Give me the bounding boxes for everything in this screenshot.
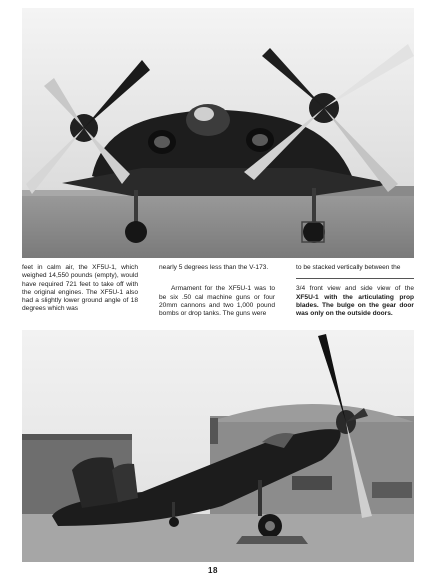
body-paragraph: to be stacked vertically between the bbox=[296, 264, 401, 271]
text-column-3 bbox=[296, 264, 414, 323]
aircraft-front-view-image bbox=[22, 8, 414, 258]
photo-caption bbox=[296, 285, 414, 318]
body-paragraph: Armament for the XF5U-1 was to be six .50 cal machine guns or four 20mm cannons and two 1,000 pound bombs or drop tanks. The guns were bbox=[159, 285, 275, 318]
aircraft-front-view-photo bbox=[22, 8, 414, 258]
text-column-2 bbox=[159, 264, 275, 323]
caption-divider bbox=[296, 278, 414, 279]
body-paragraph: feet in calm air, the XF5U-1, which weighed 14,550 pounds (empty), would have required 721 feet to take off with the original engines. The XF5U-1 also had a slightly lower ground angle of 18 degrees which was bbox=[22, 264, 138, 313]
aircraft-side-view-image bbox=[22, 330, 414, 562]
body-paragraph: nearly 5 degrees less than the V-173. bbox=[159, 264, 269, 271]
caption-bold-text: XF5U-1 with the articulating prop blades. The bulge on the gear door was only on the outside doors. bbox=[296, 293, 414, 318]
page-number: 18 bbox=[208, 566, 218, 575]
text-column-1 bbox=[22, 264, 138, 319]
caption-lead-text: 3/4 front view and side view of the bbox=[296, 285, 414, 293]
aircraft-side-view-photo bbox=[22, 330, 414, 562]
